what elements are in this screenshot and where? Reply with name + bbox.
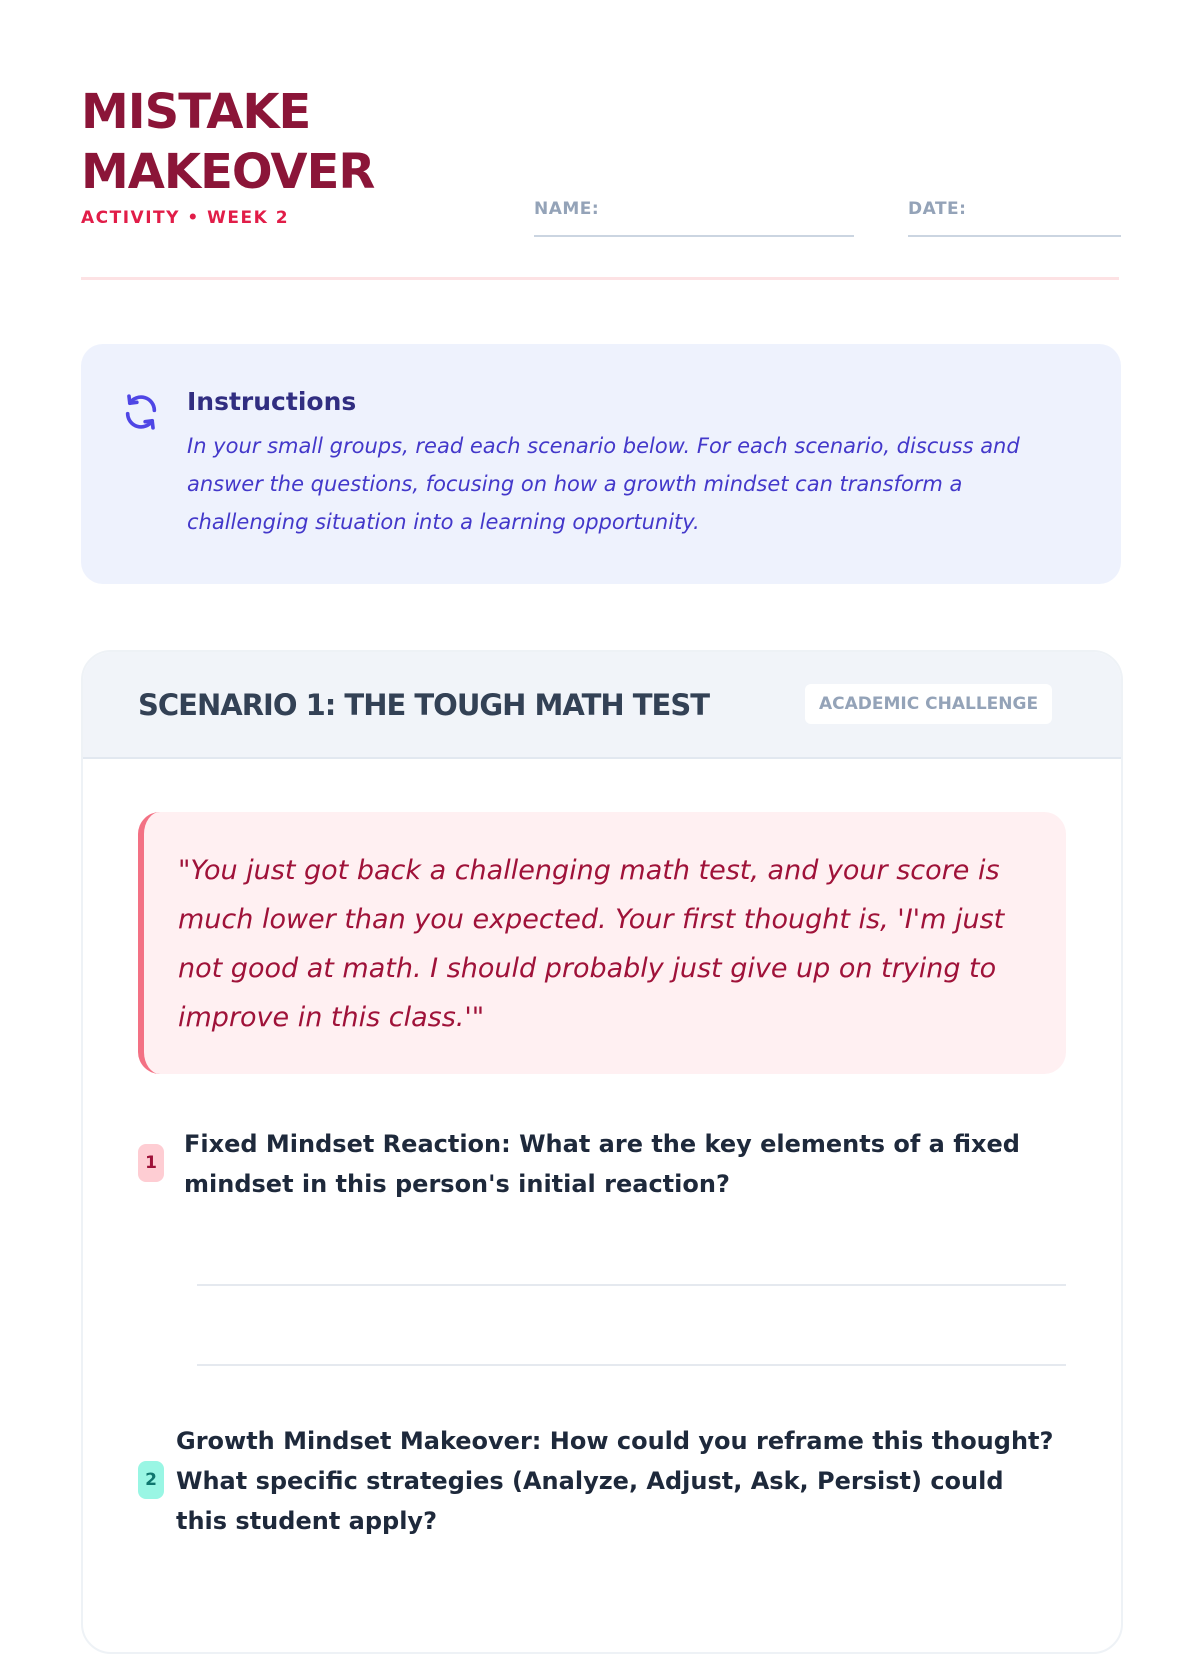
answer-line[interactable]	[197, 1284, 1066, 1286]
instructions-text: In your small groups, read each scenario below. For each scenario, discuss and answer the questions, focusing on how a growth mindset can transform a challenging situation into a learning opportunity.	[187, 434, 1020, 534]
refresh-icon	[121, 392, 161, 432]
scenario-card	[81, 650, 1123, 1654]
name-label: NAME:	[534, 199, 600, 219]
instructions-box	[81, 344, 1121, 584]
question-number-badge: 1	[138, 1144, 164, 1182]
name-field[interactable]	[534, 199, 854, 237]
worksheet-header	[81, 82, 1119, 280]
scenario-quote-text: "You just got back a challenging math test, and your score is much lower than you expected. Your first thought is, 'I'm just not good at math. I should probably just give up on trying to improve in this class.'"	[178, 855, 1005, 1033]
page-subtitle: ACTIVITY • WEEK 2	[81, 208, 290, 228]
answer-line[interactable]	[197, 1364, 1066, 1366]
date-label: DATE:	[908, 199, 967, 219]
scenario-quote	[138, 812, 1066, 1074]
question-number-badge: 2	[138, 1461, 164, 1499]
question-text: Fixed Mindset Reaction: What are the key elements of a fixed mindset in this person's initial reaction?	[184, 1130, 1020, 1198]
page-title: MISTAKE MAKEOVER	[81, 84, 375, 200]
category-badge: ACADEMIC CHALLENGE	[805, 684, 1052, 724]
scenario-header	[83, 652, 1121, 759]
instructions-title: Instructions	[187, 387, 357, 416]
question-text: Growth Mindset Makeover: How could you reframe this thought? What specific strategies (Analyze, Adjust, Ask, Persist) could this student apply?	[176, 1427, 1054, 1535]
date-field[interactable]	[908, 199, 1121, 237]
scenario-title: SCENARIO 1: THE TOUGH MATH TEST	[138, 688, 710, 722]
